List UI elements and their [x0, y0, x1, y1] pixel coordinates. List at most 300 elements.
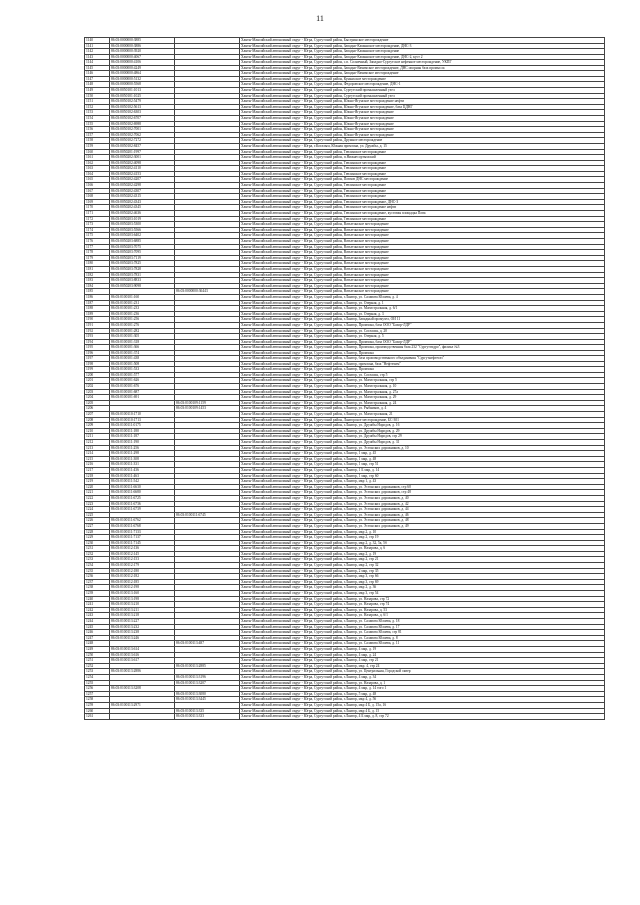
cadastral-number-secondary: 86:03:0100113:3445 [175, 697, 240, 703]
row-number: 1240 [85, 596, 110, 602]
row-number: 1248 [85, 641, 110, 647]
cadastral-number: 86:03:0100111:6739 [110, 507, 175, 513]
address: Ханты-Мансийский автономный округ - Югра, Сургутский район, Ватьеганское месторождение [240, 227, 605, 233]
address: Ханты-Мансийский автономный округ - Югра, Сургутский район, Западно-Вачимское месторождение [240, 71, 605, 77]
cadastral-number: 86:03:0050102:5613 [110, 104, 175, 110]
row-number: 1237 [85, 579, 110, 585]
row-number: 1246 [85, 630, 110, 636]
row-number: 1143 [85, 54, 110, 60]
address: Ханты-Мансийский автономный округ - Югра, Сургутский район, г.Лянтор, ул. Салавата Юлаева, д. 18 [240, 619, 605, 625]
address: Ханты-Мансийский автономный округ - Югра, Сургутский район, Федоровское месторождение, ДНС-1 [240, 82, 605, 88]
registry-table [84, 37, 605, 720]
address: Ханты-Мансийский автономный округ - Югра, Сургутский район, г.Лянтор, мкр 2, д. 32, 5а, 5б [240, 540, 605, 546]
row-number: 1142 [85, 49, 110, 55]
address: Ханты-Мансийский автономный округ - Югра, Сургутский район, г.Лянтор, мкр 3, стр 69 [240, 579, 605, 585]
row-number: 1198 [85, 361, 110, 367]
cadastral-number: 86:03:0100110:1713 [110, 417, 175, 423]
row-number: 1247 [85, 635, 110, 641]
address: Ханты-Мансийский автономный округ - Югра, Сургутский район, Дружное месторождение [240, 138, 605, 144]
cadastral-number: 86:03:0100113:246 [110, 635, 175, 641]
cadastral-number: 86:03:0000000:3885 [110, 38, 175, 44]
row-number: 1202 [85, 384, 110, 390]
address: Ханты-Мансийский автономный округ - Югра, г.Когалым, Южная промзона, ул. Дружбы, д. 15 [240, 143, 605, 149]
row-number: 1252 [85, 663, 110, 669]
cadastral-number: 86:03:0100113:238 [110, 630, 175, 636]
cadastral-number: 86:03:0100101:533 [110, 367, 175, 373]
cadastral-number: 86:03:0100101:438 [110, 356, 175, 361]
cadastral-number-secondary: 86:03:0100113:335 [175, 708, 240, 714]
row-number: 1197 [85, 356, 110, 361]
row-number: 1245 [85, 624, 110, 630]
address: Ханты-Мансийский автономный округ - Югра, Сургутский район, г.Лянтор, ул. Назарова, д. 6/1 [240, 613, 605, 619]
address: Ханты-Мансийский автономный округ - Югра, Сургутский район, г.Лянтор, ул. Дружбы Народов, стр 29 [240, 434, 605, 440]
row-number: 1226 [85, 518, 110, 524]
cadastral-number: 86:03:0100111:436 [110, 467, 175, 473]
address: Ханты-Мансийский автономный округ - Югра, Сургутский район, г.Лянтор, мкр. 4, стр 24 [240, 663, 605, 669]
cadastral-number: 86:03:0100112:153 [110, 557, 175, 563]
cadastral-number: 86:03:0100101:626 [110, 378, 175, 384]
cadastral-number-secondary: 86:03:0100113:3080 [175, 691, 240, 697]
address: Ханты-Мансийский автономный округ - Югра, Сургутский район, г.Лянтор, ул. Эстонских дорожников, д. 42 [240, 501, 605, 507]
row-number: 1255 [85, 680, 110, 686]
row-number: 1182 [85, 272, 110, 278]
address: Ханты-Мансийский автономный округ - Югра, Сургутский район, г.Лянтор, мкр 2, стр 19 [240, 535, 605, 541]
cadastral-number: 86:03:0100101:236 [110, 311, 175, 317]
cadastral-number-secondary: 86:03:0100113:3196 [175, 674, 240, 680]
cadastral-number: 86:03:0100111:463 [110, 473, 175, 479]
cadastral-number: 86:03:0100113:198 [110, 596, 175, 602]
address: Ханты-Мансийский автономный округ - Югра, Сургутский район, г.Лянтор, ул. Магистральная, д. 27а [240, 389, 605, 395]
address: Ханты-Мансийский автономный округ - Югра, Сургутский район, г.Лянтор, мкр 2, д. 36 [240, 585, 605, 591]
cadastral-number: 86:03:0000000:4067 [110, 54, 175, 60]
row-number: 1194 [85, 339, 110, 345]
address: Ханты-Мансийский автономный округ - Югра, Сургутский район, Ватьеганское месторождение [240, 255, 605, 261]
row-number: 1156 [85, 127, 110, 133]
address: Ханты-Мансийский автономный округ - Югра, Сургутский район, г.Лянтор, 4 мкр, д. 14 того 1 [240, 686, 605, 692]
address: Ханты-Мансийский автономный округ - Югра, Сургутский район, г.Лянтор, мкр 4 Б, д. 15 [240, 708, 605, 714]
address: Ханты-Мансийский автономный округ - Югра, Сургутский район, Сургутский промышленный узел [240, 93, 605, 99]
row-number: 1154 [85, 115, 110, 121]
row-number: 1183 [85, 278, 110, 284]
page-number: 11 [316, 14, 324, 23]
row-number: 1219 [85, 479, 110, 485]
cadastral-number: 86:03:0100113:2971 [110, 702, 175, 708]
row-number: 1221 [85, 490, 110, 496]
address: Ханты-Мансийский автономный округ - Югра, Сургутский район, г.Лянтор, ул. Эстонских дорожников, стр 48 [240, 490, 605, 496]
address: Ханты-Мансийский автономный округ - Югра, Сургутский район, Южно-Ягунское месторождение [240, 115, 605, 121]
address: Ханты-Мансийский автономный округ - Югра, Сургутский район, Ватьеганское месторождение [240, 261, 605, 267]
address: Ханты-Мансийский автономный округ - Югра, Сургутский район, г.Лянтор, ул. Озерная, д. 1 [240, 300, 605, 306]
row-number: 1187 [85, 300, 110, 306]
address: Ханты-Мансийский автономный округ - Югра, Сургутский район, Ватьеганское месторождение [240, 289, 605, 295]
cadastral-number: 86:03:0100101:305 [110, 334, 175, 340]
cadastral-number: 86:03:0050102:7272 [110, 138, 175, 144]
row-number: 1168 [85, 194, 110, 200]
cadastral-number: 86:03:0050202:4298 [110, 183, 175, 189]
row-number: 1191 [85, 322, 110, 328]
cadastral-number: 86:03:0000000:4249 [110, 65, 175, 70]
cadastral-number: 86:03:0100112:185 [110, 579, 175, 585]
address: Ханты-Мансийский автономный округ - Югра, Сургутский район, г.Лянтор, Западный промузел, ОИ 11 [240, 317, 605, 323]
row-number: 1259 [85, 702, 110, 708]
row-number: 1176 [85, 239, 110, 245]
cadastral-number: 86:03:0050102:7062 [110, 132, 175, 138]
cadastral-number: 86:03:0100101:374 [110, 350, 175, 356]
address: Ханты-Мансийский автономный округ - Югра, Сургутский район, г.Лянтор, 2 мкр, стр 35 [240, 568, 605, 574]
address: Ханты-Мансийский автономный округ - Югра, Сургутский район, г.Лянтор, 4 мкр, д. 24 [240, 652, 605, 658]
cadastral-number: 86:03:0100112:145 [110, 551, 175, 557]
row-number: 1151 [85, 99, 110, 105]
row-number: 1216 [85, 462, 110, 468]
address: Ханты-Мансийский автономный округ - Югра, Сургутский район, г.Лянтор, 1 мкр, стр 60 [240, 473, 605, 479]
address: Ханты-Мансийский автономный округ - Югра, Сургутский район, Тевлинское месторождение [240, 171, 605, 177]
row-number: 1229 [85, 535, 110, 541]
address: Ханты-Мансийский автономный округ - Югра, Сургутский район, г.Лянтор, мкр 3, стр 54 [240, 591, 605, 597]
address: Ханты-Мансийский автономный округ - Югра, Сургутский район, г.Лянтор, ул. Магистральная, д. 29 [240, 395, 605, 401]
row-number: 1234 [85, 563, 110, 569]
cadastral-number: 86:03:0100113:211 [110, 607, 175, 613]
row-number: 1192 [85, 328, 110, 334]
address: Ханты-Мансийский автономный округ - Югра, Сургутский район, Тевлинское месторождение [240, 216, 605, 222]
table-row [85, 714, 605, 720]
cadastral-number: 86:03:0100111:0175 [110, 423, 175, 429]
address: Ханты-Мансийский автономный округ - Югра, Сургутский район, г.Лянтор, мкр 1, д. 43 [240, 479, 605, 485]
address: Ханты-Мансийский автономный округ - Югра, Сургутский район, г.Лянтор, ул. Центральная, Городской сквер [240, 669, 605, 675]
row-number: 1222 [85, 495, 110, 501]
address: Ханты-Мансийский автономный округ - Югра, Сургутский район, с.п. Солнечный, Западно-Сургутское нефтяное месторождение, УКПГ [240, 60, 605, 65]
row-number: 1184 [85, 283, 110, 289]
address: Ханты-Мансийский автономный округ - Югра, Сургутский район, г.Лянтор, мкр 2, стр 21 [240, 557, 605, 563]
address: Ханты-Мансийский автономный округ - Югра, Сургутский район, Лянторское месторождение, БС-301 [240, 417, 605, 423]
row-number: 1231 [85, 546, 110, 552]
address: Ханты-Мансийский автономный округ - Югра, Сургутский район, Ватьеганское месторождение [240, 222, 605, 228]
cadastral-number: 86:03:0100111:7133 [110, 529, 175, 535]
address: Ханты-Мансийский автономный округ - Югра, Сургутский район, г.Лянтор, 1 Б мкр, д. 14 [240, 467, 605, 473]
row-number: 1260 [85, 708, 110, 714]
row-number: 1256 [85, 686, 110, 692]
row-number: 1178 [85, 250, 110, 256]
address: Ханты-Мансийский автономный округ - Югра, Сургутский район, Куньяхское месторождение [240, 76, 605, 82]
row-number: 1190 [85, 317, 110, 323]
row-number: 1241 [85, 602, 110, 608]
address: Ханты-Мансийский автономный округ - Югра, Сургутский район, Тевлинское месторождение [240, 194, 605, 200]
cadastral-number: 86:03:0100112:179 [110, 563, 175, 569]
row-number: 1239 [85, 591, 110, 597]
cadastral-number: 86:03:0100112:136 [110, 546, 175, 552]
row-number: 1258 [85, 697, 110, 703]
address: Ханты-Мансийский автономный округ - Югра, Сургутский район, г.Лянтор, мкр 2, стр 32 [240, 563, 605, 569]
address: Ханты-Мансийский автономный округ - Югра, Сургутский район, г.Лянтор, Промзона [240, 367, 605, 373]
cadastral-number: 86:03:0100113:218 [110, 613, 175, 619]
row-number: 1141 [85, 43, 110, 49]
cadastral-number: 86:03:0100113:232 [110, 624, 175, 630]
row-number: 1199 [85, 367, 110, 373]
address: Ханты-Мансийский автономный округ - Югра, Сургутский район, Тевлинское месторождение, кустовая площадка Пова [240, 211, 605, 217]
row-number: 1152 [85, 104, 110, 110]
address: Ханты-Мансийский автономный округ - Югра, Сургутский район, г.Лянтор, ул. Дружбы Народов, д. 16 [240, 423, 605, 429]
row-number: 1146 [85, 71, 110, 77]
cadastral-number: 86:03:0000000:5568 [110, 82, 175, 88]
cadastral-number: 86:03:0100101:256 [110, 317, 175, 323]
cadastral-number: 86:03:0000000:3920 [110, 49, 175, 55]
cadastral-number: 86:03:0100111:331 [110, 462, 175, 468]
row-number: 1185 [85, 289, 110, 295]
cadastral-number: 86:03:0050102:6707 [110, 115, 175, 121]
cadastral-number: 86:03:0100113:210 [110, 602, 175, 608]
address: Ханты-Мансийский автономный округ - Югра, Сургутский район, г.Лянтор, мкр 4 Б, д. 15а, 16 [240, 702, 605, 708]
address: Ханты-Мансийский автономный округ - Югра, Сургутский район, Тевлинское месторождение [240, 149, 605, 155]
row-number: 1177 [85, 244, 110, 250]
row-number: 1235 [85, 568, 110, 574]
row-number: 1195 [85, 345, 110, 350]
address: Ханты-Мансийский автономный округ - Югра, Сургутский район, Тевлинское месторождение нефти [240, 205, 605, 211]
cadastral-number-secondary: 86:03:0100113:3207 [175, 680, 240, 686]
cadastral-number: 86:03:0050202:4315 [110, 194, 175, 200]
row-number: 1218 [85, 473, 110, 479]
row-number: 1163 [85, 166, 110, 172]
row-number: 1227 [85, 523, 110, 529]
cadastral-number: 86:03:0100101:276 [110, 322, 175, 328]
address: Ханты-Мансийский автономный округ - Югра, Сургутский район, г.Лянтор, 4 мкр, д. 34 [240, 674, 605, 680]
row-number: 1209 [85, 423, 110, 429]
row-number: 1157 [85, 132, 110, 138]
row-number: 1201 [85, 378, 110, 384]
row-number: 1165 [85, 177, 110, 183]
cadastral-number: 86:03:0100101:508 [110, 361, 175, 367]
cadastral-number: 86:03:0050101:1013 [110, 87, 175, 93]
row-number: 1249 [85, 646, 110, 652]
cadastral-number: 86:03:0000000:4864 [110, 71, 175, 77]
row-number: 1238 [85, 585, 110, 591]
cadastral-number: 86:03:0100111:256 [110, 445, 175, 451]
cadastral-number: 86:03:0100101:676 [110, 384, 175, 390]
cadastral-number: 86:03:0100101:687 [110, 389, 175, 395]
address: Ханты-Мансийский автономный округ - Югра, Сургутский район, г.Лянтор, ул. Салавата Юлаева, д. 17 [240, 624, 605, 630]
address: Ханты-Мансийский автономный округ - Югра, Сургутский район, Сургутский промышленный узел [240, 87, 605, 93]
row-number: 1166 [85, 183, 110, 189]
row-number: 1196 [85, 350, 110, 356]
cadastral-number: 86:03:0100112:180 [110, 568, 175, 574]
row-number: 1158 [85, 138, 110, 144]
address: Ханты-Мансийский автономный округ - Югра, Сургутский район, Тевлинское месторождение [240, 166, 605, 172]
cadastral-number-secondary: 86:03:0100113:333 [175, 714, 240, 720]
address: Ханты-Мансийский автономный округ - Югра, Сургутский район, г.Лянтор, ул. Назарова, стр 74 [240, 602, 605, 608]
cadastral-number: 86:03:0000000:3886 [110, 43, 175, 49]
row-number: 1251 [85, 658, 110, 664]
row-number: 1181 [85, 266, 110, 272]
cadastral-number-secondary: 86:03:0100113:2885 [175, 663, 240, 669]
cadastral-number: 86:03:0100112:182 [110, 574, 175, 580]
cadastral-number: 86:03:0100111:6630 [110, 484, 175, 490]
address: Ханты-Мансийский автономный округ - Югра, Сургутский район, Повхов ДНС месторождение [240, 177, 605, 183]
row-number: 1220 [85, 484, 110, 490]
row-number: 1225 [85, 512, 110, 518]
address: Ханты-Мансийский автономный округ - Югра, Сургутский район, Ватьеганское месторождение [240, 272, 605, 278]
address: Ханты-Мансийский автономный округ - Югра, Сургутский район, г.Лянтор, 4 мкр, д. 19 [240, 646, 605, 652]
cadastral-number: 86:03:0100113:2886 [110, 669, 175, 675]
address: Ханты-Мансийский автономный округ - Югра, Сургутский район, г.Лянтор, ул. Салавата Юлаева, стр 81 [240, 630, 605, 636]
cadastral-number: 86:03:0050203:7831 [110, 272, 175, 278]
row-number: 1242 [85, 607, 110, 613]
address: Ханты-Мансийский автономный округ - Югра, Сургутский район, г.Лянтор, 1 мкр, д. 45 [240, 451, 605, 457]
address: Ханты-Мансийский автономный округ - Югра, Сургутский район, Тевлинское месторождение [240, 183, 605, 189]
row-number: 1211 [85, 434, 110, 440]
cadastral-number: 86:03:0050101:1025 [110, 93, 175, 99]
row-number: 1236 [85, 574, 110, 580]
row-number: 1212 [85, 440, 110, 446]
cadastral-number: 86:03:0100111:187 [110, 434, 175, 440]
cadastral-number: 86:03:0100113:227 [110, 619, 175, 625]
row-number: 1232 [85, 551, 110, 557]
address: Ханты-Мансийский автономный округ - Югра, Сургутский район, г.Лянтор, ул. Эстонских дорожников, д. 49 [240, 523, 605, 529]
address: Ханты-Мансийский автономный округ - Югра, Сургутский район, г.Лянтор, Промзона, производственная база 232 "Сургутгидро", филиал №3 [240, 345, 605, 350]
address: Ханты-Мансийский автономный округ - Югра, Сургутский район, г.Лянтор, ул. Озерная, д. 3 [240, 311, 605, 317]
row-number: 1140 [85, 38, 110, 44]
address: Ханты-Мансийский автономный округ - Югра, Сургутский район, г.Лянтор, ул. Эстонских дорожников, д. 10 [240, 445, 605, 451]
address: Ханты-Мансийский автономный округ - Югра, Сургутский район, г.Лянтор, ул. Озерная, д. 5 [240, 334, 605, 340]
address: Ханты-Мансийский автономный округ - Югра, Сургутский район, г.Лянтор, ул. Согласия, д. 20 [240, 328, 605, 334]
row-number: 1175 [85, 233, 110, 239]
row-number: 1243 [85, 613, 110, 619]
row-number: 1172 [85, 216, 110, 222]
row-number: 1174 [85, 227, 110, 233]
address: Ханты-Мансийский автономный округ - Югра, Сургутский район, г.Лянтор, ул. Салавата Юлаева, д. 8 [240, 635, 605, 641]
address: Ханты-Мансийский автономный округ - Югра, Сургутский район, г.Лянтор, Промзона [240, 350, 605, 356]
address: Ханты-Мансийский автономный округ - Югра, Сургутский район, г.Лянтор, мкр 4, д. 56 [240, 697, 605, 703]
cadastral-number: 86:03:0100101:231 [110, 300, 175, 306]
address: Ханты-Мансийский автономный округ - Югра, Сургутский район, г.Лянтор, ул. Магистральная, д. 24 [240, 400, 605, 406]
row-number: 1205 [85, 400, 110, 406]
cadastral-number: 86:03:0050102:6988 [110, 121, 175, 127]
cadastral-number: 86:03:0050102:8457 [110, 143, 175, 149]
address: Ханты-Мансийский автономный округ - Югра, Сургутский район, Южно-Ягунское месторождение [240, 132, 605, 138]
address: Ханты-Мансийский автономный округ - Югра, Сургутский район, г.Лянтор, ул. Эстонских дорожников, д. 44 [240, 507, 605, 513]
cadastral-number-secondary: 86:03:0100111:6745 [175, 512, 240, 518]
address: Ханты-Мансийский автономный округ - Югра, Сургутский район, Западно-Камынское месторождение, ДНС-3 [240, 43, 605, 49]
cadastral-number [110, 714, 175, 720]
row-number: 1250 [85, 652, 110, 658]
cadastral-number-secondary: 86:03:0100109:1159 [175, 400, 240, 406]
row-number: 1213 [85, 445, 110, 451]
cadastral-number: 86:03:0100111:298 [110, 451, 175, 457]
address: Ханты-Мансийский автономный округ - Югра, Сургутский район, г.Лянтор, ул. Назарова, д. 53 [240, 607, 605, 613]
cadastral-number: 86:03:0050203:9098 [110, 283, 175, 289]
address: Ханты-Мансийский автономный округ - Югра, Сургутский район, г.Лянтор, промзона, база "Нефтехим" [240, 361, 605, 367]
row-number: 1162 [85, 160, 110, 166]
cadastral-number: 86:03:0100101:318 [110, 339, 175, 345]
registry-rows [85, 38, 605, 720]
address: Ханты-Мансийский автономный округ - Югра, Сургутский район, г.Лянтор, ул. Согласия, стр 5 [240, 372, 605, 378]
cadastral-number: 86:03:0050202:4345 [110, 205, 175, 211]
address: Ханты-Мансийский автономный округ - Югра, Сургутский район, г.Лянтор, ул. Рыбников, д. 4 [240, 406, 605, 412]
cadastral-number: 86:03:0050201:1997 [110, 149, 175, 155]
cadastral-number: 86:03:0100112:198 [110, 585, 175, 591]
address: Ханты-Мансийский автономный округ - Югра, Сургутский район, Ватьеганское месторождение [240, 250, 605, 256]
row-number: 1147 [85, 76, 110, 82]
row-number: 1204 [85, 395, 110, 401]
row-number: 1233 [85, 557, 110, 563]
cadastral-number: 86:03:0100111:6762 [110, 518, 175, 524]
address: Ханты-Мансийский автономный округ - Югра, Сургутский район, Ватьеганское месторождение [240, 239, 605, 245]
cadastral-number: 86:03:0050203:8833 [110, 278, 175, 284]
address: Ханты-Мансийский автономный округ - Югра, Сургутский район, Тевлинское месторождение [240, 160, 605, 166]
address: Ханты-Мансийский автономный округ - Югра, Сургутский район, г.Лянтор, ул. Назарова, стр 72 [240, 596, 605, 602]
cadastral-number: 86:03:0050202:4307 [110, 188, 175, 194]
cadastral-number-secondary: 86:03:0100113:487 [175, 641, 240, 647]
address: Ханты-Мансийский автономный округ - Югра, Сургутский район, Западно-Камынское месторождение, ДНС-2, куст 2 [240, 54, 605, 60]
row-number: 1200 [85, 372, 110, 378]
row-number: 1254 [85, 674, 110, 680]
address: Ханты-Мансийский автономный округ - Югра, Сургутский район, г.Лянтор, 5 мкр, д. 48 [240, 691, 605, 697]
row-number: 1161 [85, 155, 110, 161]
cadastral-number: 86:03:0100101:577 [110, 372, 175, 378]
address: Ханты-Мансийский автономный округ - Югра, Сургутский район, Тевлинское месторождение [240, 188, 605, 194]
row-number: 1144 [85, 60, 110, 65]
row-number: 1206 [85, 406, 110, 412]
address: Ханты-Мансийский автономный округ - Югра, Сургутский район, г.Лянтор, ул. Магистральная, д. 6/1 [240, 306, 605, 312]
cadastral-number: 86:03:0100101:691 [110, 395, 175, 401]
row-number: 1186 [85, 294, 110, 300]
address: Ханты-Мансийский автономный округ - Югра, Сургутский район, г.Лянтор, ул. Эстонских дорожников, д. 48 [240, 518, 605, 524]
row-number: 1217 [85, 467, 110, 473]
cadastral-number: 86:03:0100110:1710 [110, 412, 175, 418]
cadastral-number: 86:03:0050203:7075 [110, 244, 175, 250]
cadastral-number: 86:03:0050202:4153 [110, 171, 175, 177]
cadastral-number: 86:03:0100111:308 [110, 456, 175, 462]
cadastral-number: 86:03:0050202:4098 [110, 160, 175, 166]
cadastral-number: 86:03:0100101:366 [110, 345, 175, 350]
cadastral-number: 86:03:0100101:160 [110, 294, 175, 300]
address: Ханты-Мансийский автономный округ - Югра, Сургутский район, г.Лянтор, 4 мкр, стр 21 [240, 658, 605, 664]
row-number: 1214 [85, 451, 110, 457]
address: Ханты-Мансийский автономный округ - Югра, Сургутский район, г.Лянтор, мкр 3, стр 66 [240, 574, 605, 580]
address: Ханты-Мансийский автономный округ - Югра, Сургутский район, г.Лянтор, ул. Салавата Юлаева, д. 4 [240, 294, 605, 300]
address: Ханты-Мансийский автономный округ - Югра, Сургутский район, г.Лянтор, Промзона, база ООО "Бахор-ЛДР" [240, 339, 605, 345]
row-number: 1160 [85, 149, 110, 155]
address: Ханты-Мансийский автономный округ - Югра, Сургутский район, Южно-Ягунское месторождение [240, 110, 605, 116]
address: Ханты-Мансийский автономный округ - Югра, Сургутский район, г.Лянтор, ул. Назарова, д. 6 [240, 546, 605, 552]
address: Ханты-Мансийский автономный округ - Югра, Сургутский район, г.Лянтор, мкр 2, д. 19 [240, 551, 605, 557]
cadastral-number: 86:03:0050203:7119 [110, 255, 175, 261]
row-number: 1203 [85, 389, 110, 395]
address: Ханты-Мансийский автономный округ - Югра, Сургутский район, Западно-Вачимское месторождение, ДНС опорная база промысла [240, 65, 605, 70]
row-number: 1257 [85, 691, 110, 697]
address: Ханты-Мансийский автономный округ - Югра, Сургутский район, г.Лянтор, ул. Магистральная, стр 5 [240, 378, 605, 384]
cadastral-number: 86:03:0000000:5132 [110, 76, 175, 82]
address: Ханты-Мансийский автономный округ - Югра, Сургутский район, Южно-Ягунское месторождение нефти [240, 99, 605, 105]
address: Ханты-Мансийский автономный округ - Югра, Сургутский район, Южно-Ягунское месторождение [240, 127, 605, 133]
row-number: 1210 [85, 428, 110, 434]
address: Ханты-Мансийский автономный округ - Югра, Сургутский район, г.Лянтор, ул. Дружбы Народов, д. 31 [240, 440, 605, 446]
cadastral-number: 86:03:0050203:1019 [110, 216, 175, 222]
cadastral-number: 86:03:0100101:233 [110, 306, 175, 312]
cadastral-number: 86:03:0050203:5300 [110, 222, 175, 228]
cadastral-number: 86:03:0100111:190 [110, 440, 175, 446]
cadastral-number: 86:03:0050203:7825 [110, 261, 175, 267]
row-number: 1261 [85, 714, 110, 720]
cadastral-number: 86:03:0100111:6768 [110, 523, 175, 529]
address: Ханты-Мансийский автономный округ - Югра, Сургутский район, Ватьеганское месторождение [240, 283, 605, 289]
address: Ханты-Мансийский автономный округ - Югра, Сургутский район, Ватьеганское месторождение [240, 244, 605, 250]
cadastral-number: 86:03:0100113:614 [110, 646, 175, 652]
address: Ханты-Мансийский автономный округ - Югра, Сургутский район, г.Лянтор, ул. Эстонских дорожников, стр 60 [240, 484, 605, 490]
cadastral-number: 86:03:0100111:6736 [110, 501, 175, 507]
address: Ханты-Мансийский автономный округ - Югра, Сургутский район, п.Нижнесортымский [240, 155, 605, 161]
address: Ханты-Мансийский автономный округ - Югра, Сургутский район, г.Лянтор, 4 Б мкр, д. 8, стр 72 [240, 714, 605, 720]
cadastral-number: 86:03:0050203:5566 [110, 227, 175, 233]
row-number: 1150 [85, 93, 110, 99]
row-number: 1253 [85, 669, 110, 675]
